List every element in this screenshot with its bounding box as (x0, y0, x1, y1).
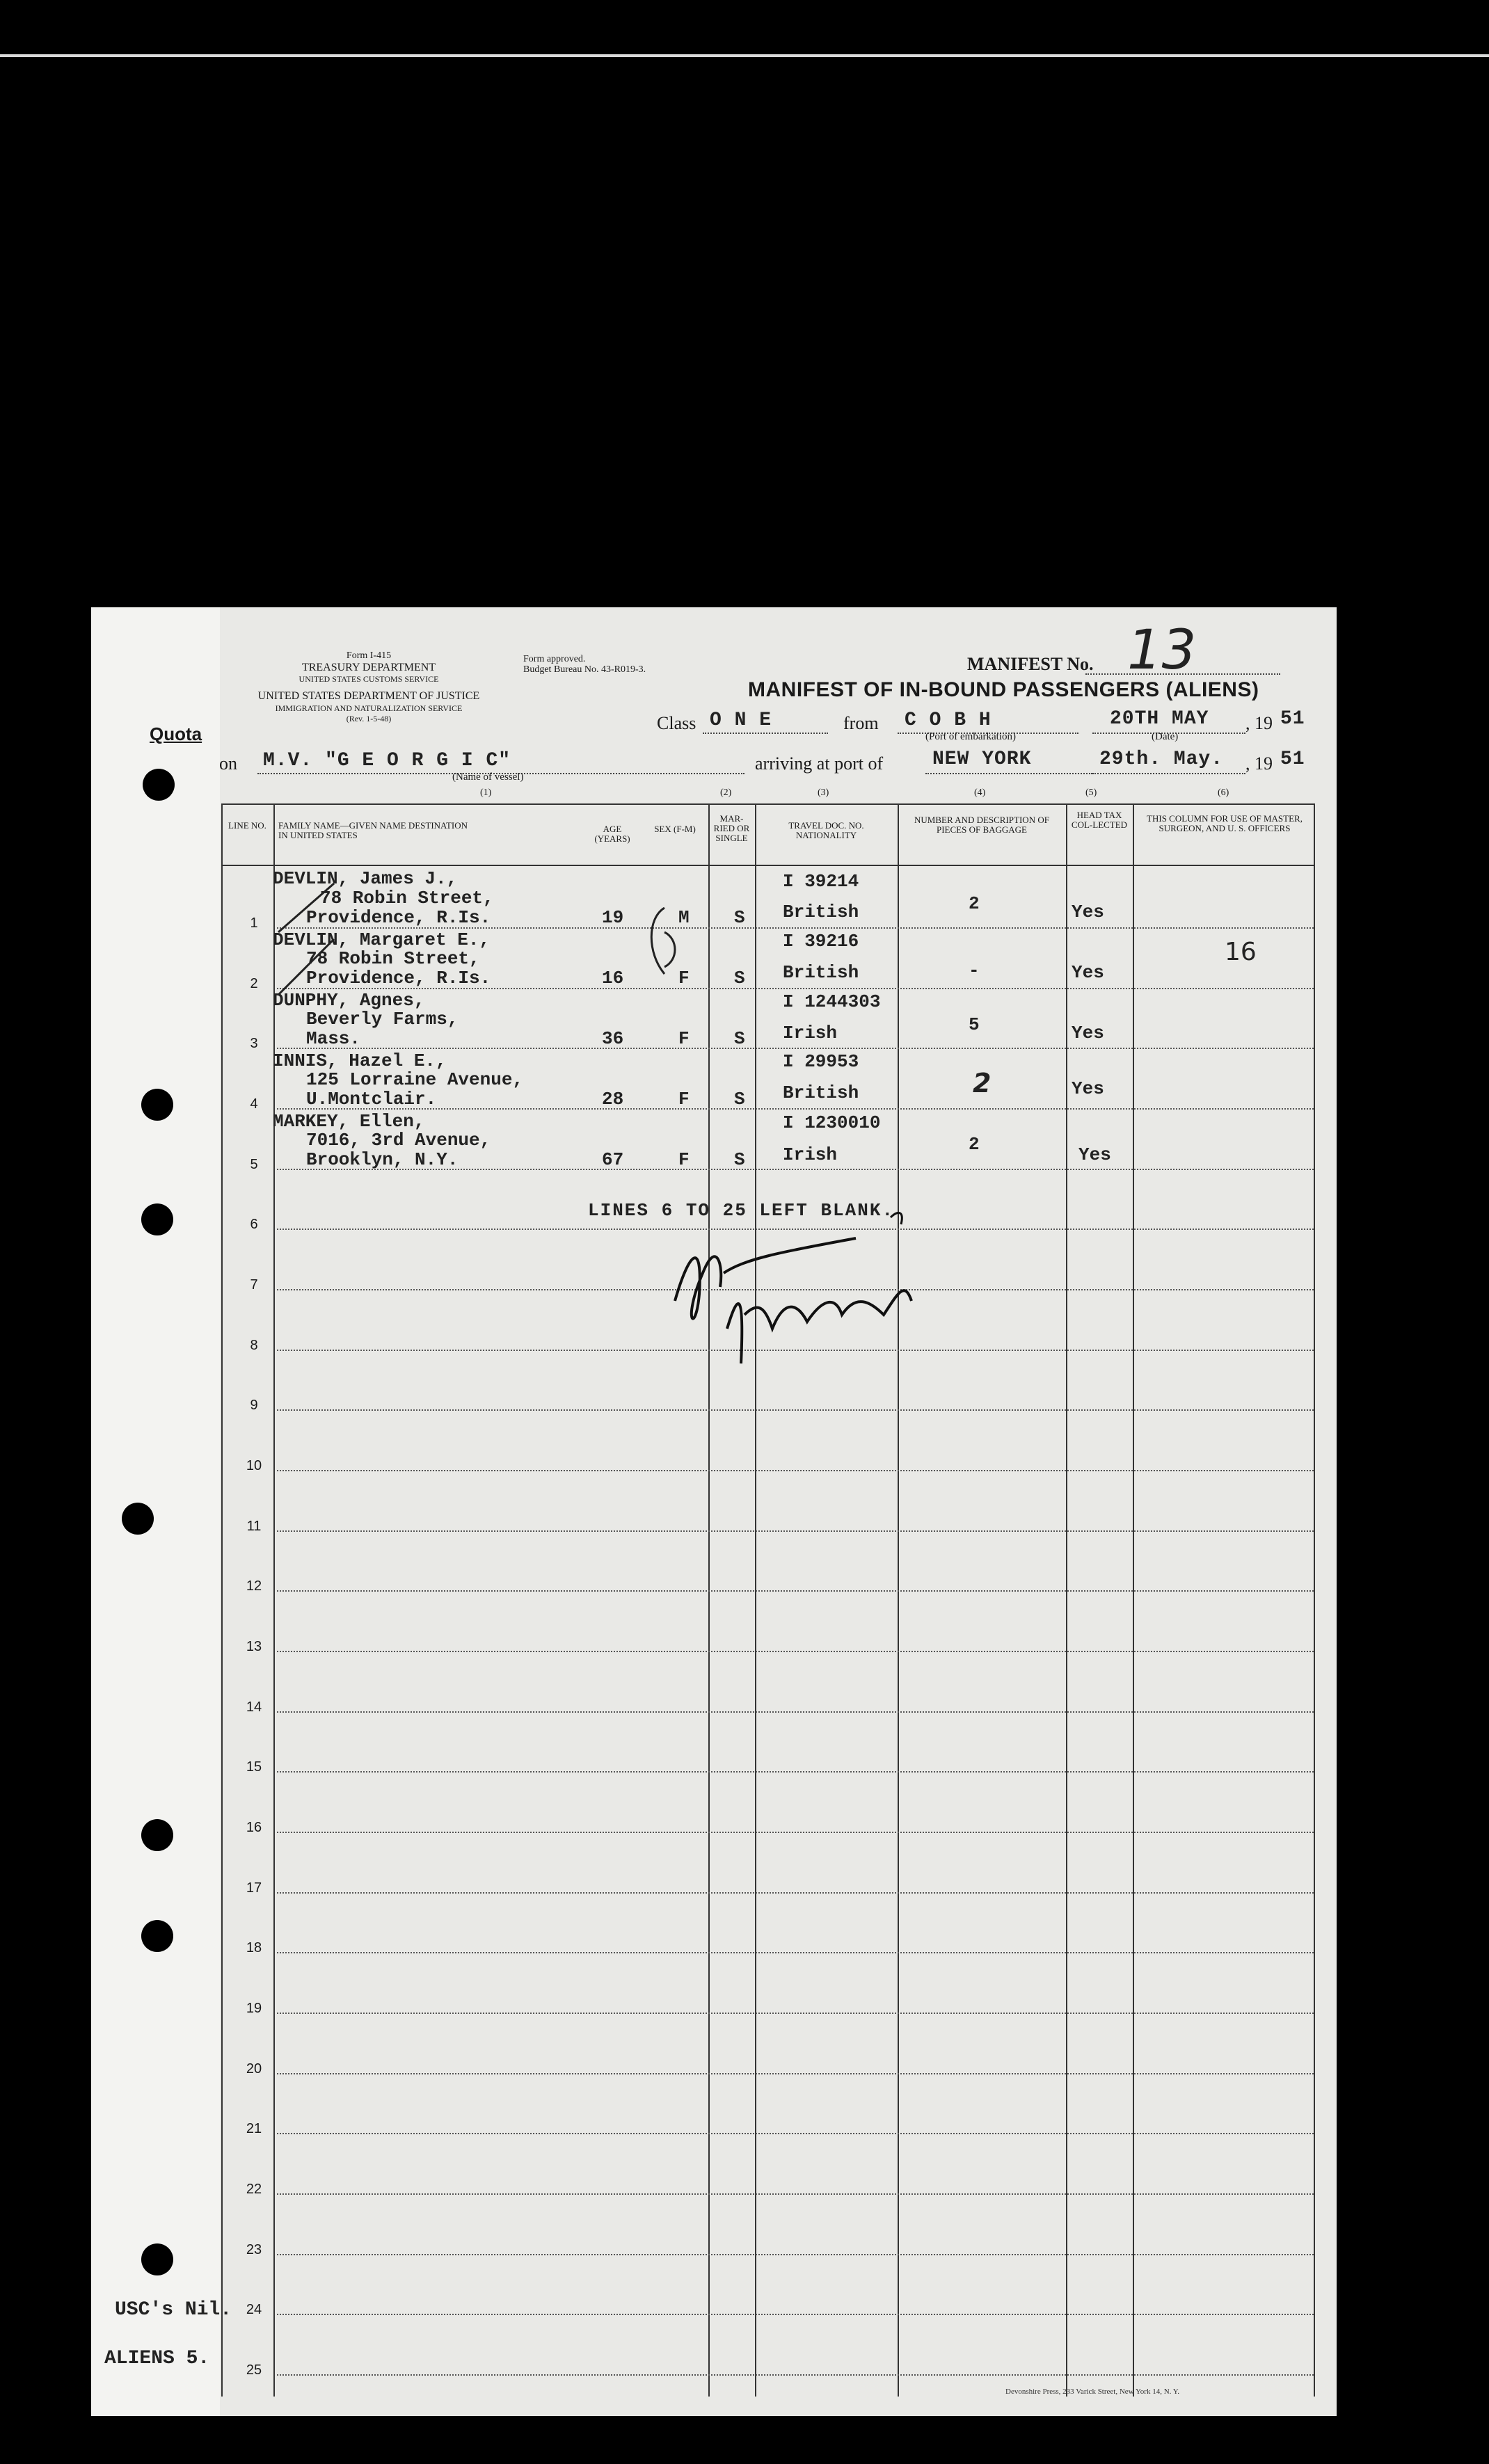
punch-hole (122, 1503, 154, 1535)
baggage: 2 (969, 1134, 980, 1155)
row-rule (277, 2193, 1314, 2195)
passenger-age: 28 (602, 1089, 624, 1110)
col-num-4: (4) (974, 787, 986, 798)
line-number: 20 (246, 2061, 262, 2077)
arrival-year: 51 (1280, 749, 1305, 770)
line-number: 17 (246, 1880, 262, 1896)
passenger-age: 16 (602, 968, 624, 989)
line-number: 16 (246, 1820, 262, 1835)
baggage: 2 (969, 893, 980, 914)
passenger-name: MARKEY, Ellen, (273, 1111, 425, 1132)
manifest-title: MANIFEST OF IN-BOUND PASSENGERS (ALIENS) (748, 678, 1259, 701)
punch-hole (141, 1089, 173, 1121)
row-rule (277, 1771, 1314, 1773)
punch-hole (141, 1920, 173, 1952)
table-header-rule (221, 865, 1314, 866)
travel-doc: I 1244303 (783, 991, 881, 1012)
passenger-marital: S (734, 1149, 745, 1170)
table-top-rule (221, 803, 1314, 805)
col-num-6: (6) (1218, 787, 1229, 798)
passenger-age: 19 (602, 907, 624, 928)
passenger-marital: S (734, 1028, 745, 1049)
nationality: Irish (783, 1144, 838, 1165)
col-num-1: (1) (480, 787, 492, 798)
line-number: 2 (250, 976, 258, 991)
col-divider (708, 803, 710, 2397)
line-number: 21 (246, 2121, 262, 2136)
passenger-city: U.Montclair. (306, 1089, 437, 1110)
row-rule (277, 1409, 1314, 1411)
col-header-doc: TRAVEL DOC. NO. NATIONALITY (788, 820, 864, 840)
arriving-label: arriving at port of (755, 753, 884, 774)
line-number: 9 (250, 1398, 258, 1413)
line-number: 18 (246, 1940, 262, 1955)
nationality: British (783, 902, 859, 922)
row-rule (277, 2073, 1314, 2074)
line-number: 15 (246, 1759, 262, 1775)
col-divider (1314, 803, 1315, 2397)
form-number: Form I-415 (346, 650, 392, 661)
manifest-number: 13 (1127, 619, 1197, 682)
line-number: 10 (246, 1458, 262, 1473)
passenger-address: Beverly Farms, (306, 1009, 459, 1030)
line-number: 13 (246, 1639, 262, 1654)
line-number: 4 (250, 1096, 258, 1112)
passenger-address: 78 Robin Street, (306, 948, 480, 969)
from-label: from (843, 713, 879, 733)
passenger-address: 125 Lorraine Avenue, (306, 1069, 524, 1090)
col-divider (1066, 803, 1067, 2397)
passenger-address: 78 Robin Street, (320, 888, 494, 909)
col-num-2: (2) (720, 787, 732, 798)
passenger-city: Brooklyn, N.Y. (306, 1149, 459, 1170)
col-num-3: (3) (818, 787, 829, 798)
row-rule (277, 2314, 1314, 2315)
baggage: - (969, 960, 980, 981)
port-of-embarkation: C O B H (905, 710, 992, 731)
ins-label: IMMIGRATION AND NATURALIZATION SERVICE (275, 703, 463, 713)
row-rule (277, 1470, 1314, 1471)
baggage: 2 (973, 1068, 992, 1098)
line-number: 24 (246, 2302, 262, 2317)
row-rule (277, 2374, 1314, 2376)
passenger-age: 67 (602, 1149, 624, 1170)
arrival-port: NEW YORK (932, 749, 1032, 770)
passenger-sex: F (678, 1028, 690, 1049)
revision: (Rev. 1-5-48) (346, 714, 392, 723)
row-rule (277, 1048, 1314, 1049)
line-number: 11 (246, 1519, 262, 1534)
row-rule (277, 1711, 1314, 1713)
col-divider (221, 803, 223, 2397)
departure-year: 51 (1280, 708, 1305, 730)
line-number: 14 (246, 1699, 262, 1715)
row-rule (277, 1892, 1314, 1894)
row-rule (277, 2013, 1314, 2014)
col-header-sex: SEX (F-M) (654, 824, 696, 834)
nationality: Irish (783, 1023, 838, 1043)
row-rule (277, 1530, 1314, 1532)
punch-hole (141, 1203, 173, 1235)
passenger-sex: F (678, 1089, 690, 1110)
port-underline (925, 773, 1092, 774)
aliens-note: ALIENS 5. (104, 2348, 210, 2369)
blank-lines-note: LINES 6 TO 25 LEFT BLANK. (588, 1200, 895, 1221)
date-caption: (Date) (1152, 731, 1179, 742)
passenger-marital: S (734, 1089, 745, 1110)
line-number: 8 (250, 1338, 258, 1353)
officer-note: 16 (1225, 938, 1257, 966)
travel-doc: I 1230010 (783, 1112, 881, 1133)
arrival-date-underline (1092, 773, 1245, 774)
passenger-marital: S (734, 968, 745, 989)
top-rule (0, 54, 1489, 57)
class-label: Class (657, 713, 696, 733)
year-prefix-2: , 19 (1245, 753, 1273, 774)
line-number: 3 (250, 1036, 258, 1051)
col-divider (755, 803, 756, 2397)
embark-caption: (Port of embarkation) (925, 731, 1016, 742)
form-approved: Form approved. (523, 654, 586, 664)
vessel-name: M.V. "G E O R G I C" (263, 750, 511, 771)
line-number: 22 (246, 2182, 262, 2197)
uscs-note: USC's Nil. (115, 2299, 232, 2321)
treasury-department: TREASURY DEPARTMENT (301, 662, 436, 673)
passenger-city: Mass. (306, 1028, 361, 1049)
passenger-name: INNIS, Hazel E., (273, 1050, 447, 1071)
nationality: British (783, 962, 859, 983)
class-value: O N E (710, 710, 772, 731)
head-tax: Yes (1072, 1078, 1104, 1099)
line-number: 1 (250, 915, 258, 931)
head-tax: Yes (1072, 962, 1104, 983)
manifest-underline (1085, 673, 1280, 675)
line-number: 5 (250, 1157, 258, 1172)
department-of-justice: UNITED STATES DEPARTMENT OF JUSTICE (257, 690, 480, 702)
quota-label: Quota (150, 723, 202, 744)
handwritten-checkmarks (250, 870, 640, 1037)
bracket-mark (644, 904, 685, 981)
travel-doc: I 39214 (783, 871, 859, 892)
binding-margin (91, 607, 220, 2416)
passenger-name: DEVLIN, James J., (273, 868, 458, 889)
col-header-married: MAR-RIED OR SINGLE (713, 813, 750, 843)
departure-date: 20TH MAY (1110, 708, 1209, 730)
col-header-age: AGE (YEARS) (594, 824, 630, 844)
passenger-sex: F (678, 1149, 690, 1170)
row-rule (277, 1952, 1314, 1953)
col-header-baggage: NUMBER AND DESCRIPTION OF PIECES OF BAGGAGE (914, 815, 1049, 835)
col-header-line: LINE NO. (228, 820, 266, 831)
nationality: British (783, 1082, 859, 1103)
punch-hole (141, 2243, 173, 2275)
manifest-no-label: MANIFEST No. (967, 654, 1094, 674)
budget-bureau: Budget Bureau No. 43-R019-3. (523, 664, 646, 675)
punch-hole (141, 1819, 173, 1851)
signature-icon (661, 1210, 939, 1384)
row-rule (277, 2133, 1314, 2134)
head-tax: Yes (1072, 902, 1104, 922)
passenger-city: Providence, R.Is. (306, 968, 491, 989)
passenger-name: DEVLIN, Margaret E., (273, 929, 491, 950)
customs-service: UNITED STATES CUSTOMS SERVICE (298, 674, 439, 684)
printer-credit: Devonshire Press, 233 Varick Street, New York 14, N. Y. (1005, 2387, 1180, 2396)
line-number: 7 (250, 1277, 258, 1293)
col-divider (273, 803, 275, 2397)
passenger-name: DUNPHY, Agnes, (273, 990, 425, 1011)
col-divider (898, 803, 899, 2397)
row-rule (277, 2254, 1314, 2255)
passenger-city: Providence, R.Is. (306, 907, 491, 928)
col-header-tax: HEAD TAX COL-LECTED (1071, 810, 1128, 830)
year-prefix: , 19 (1245, 713, 1273, 733)
col-header-officers: THIS COLUMN FOR USE OF MASTER, SURGEON, AND U. S. OFFICERS (1147, 813, 1303, 833)
travel-doc: I 39216 (783, 931, 859, 952)
vessel-caption: (Name of vessel) (452, 771, 524, 783)
travel-doc: I 29953 (783, 1051, 859, 1072)
head-tax: Yes (1072, 1023, 1104, 1043)
line-number: 25 (246, 2362, 262, 2378)
passenger-marital: S (734, 907, 745, 928)
on-label: on (219, 753, 237, 774)
class-underline (703, 733, 828, 734)
line-number: 23 (246, 2242, 262, 2257)
row-rule (277, 1590, 1314, 1592)
col-divider (1133, 803, 1134, 2397)
arrival-date: 29th. May. (1099, 749, 1224, 770)
passenger-sex: F (678, 968, 690, 989)
line-number: 12 (246, 1578, 262, 1594)
row-rule (277, 1651, 1314, 1652)
col-num-5: (5) (1085, 787, 1097, 798)
baggage: 5 (969, 1014, 980, 1035)
passenger-sex: M (678, 907, 690, 928)
head-tax: Yes (1078, 1144, 1111, 1165)
row-rule (277, 1832, 1314, 1833)
line-number: 6 (250, 1217, 258, 1232)
col-header-name: FAMILY NAME—GIVEN NAME DESTINATION IN UNITED STATES (278, 820, 468, 840)
passenger-address: 7016, 3rd Avenue, (306, 1130, 491, 1151)
line-number: 19 (246, 2001, 262, 2016)
punch-hole (143, 769, 175, 801)
passenger-age: 36 (602, 1028, 624, 1049)
